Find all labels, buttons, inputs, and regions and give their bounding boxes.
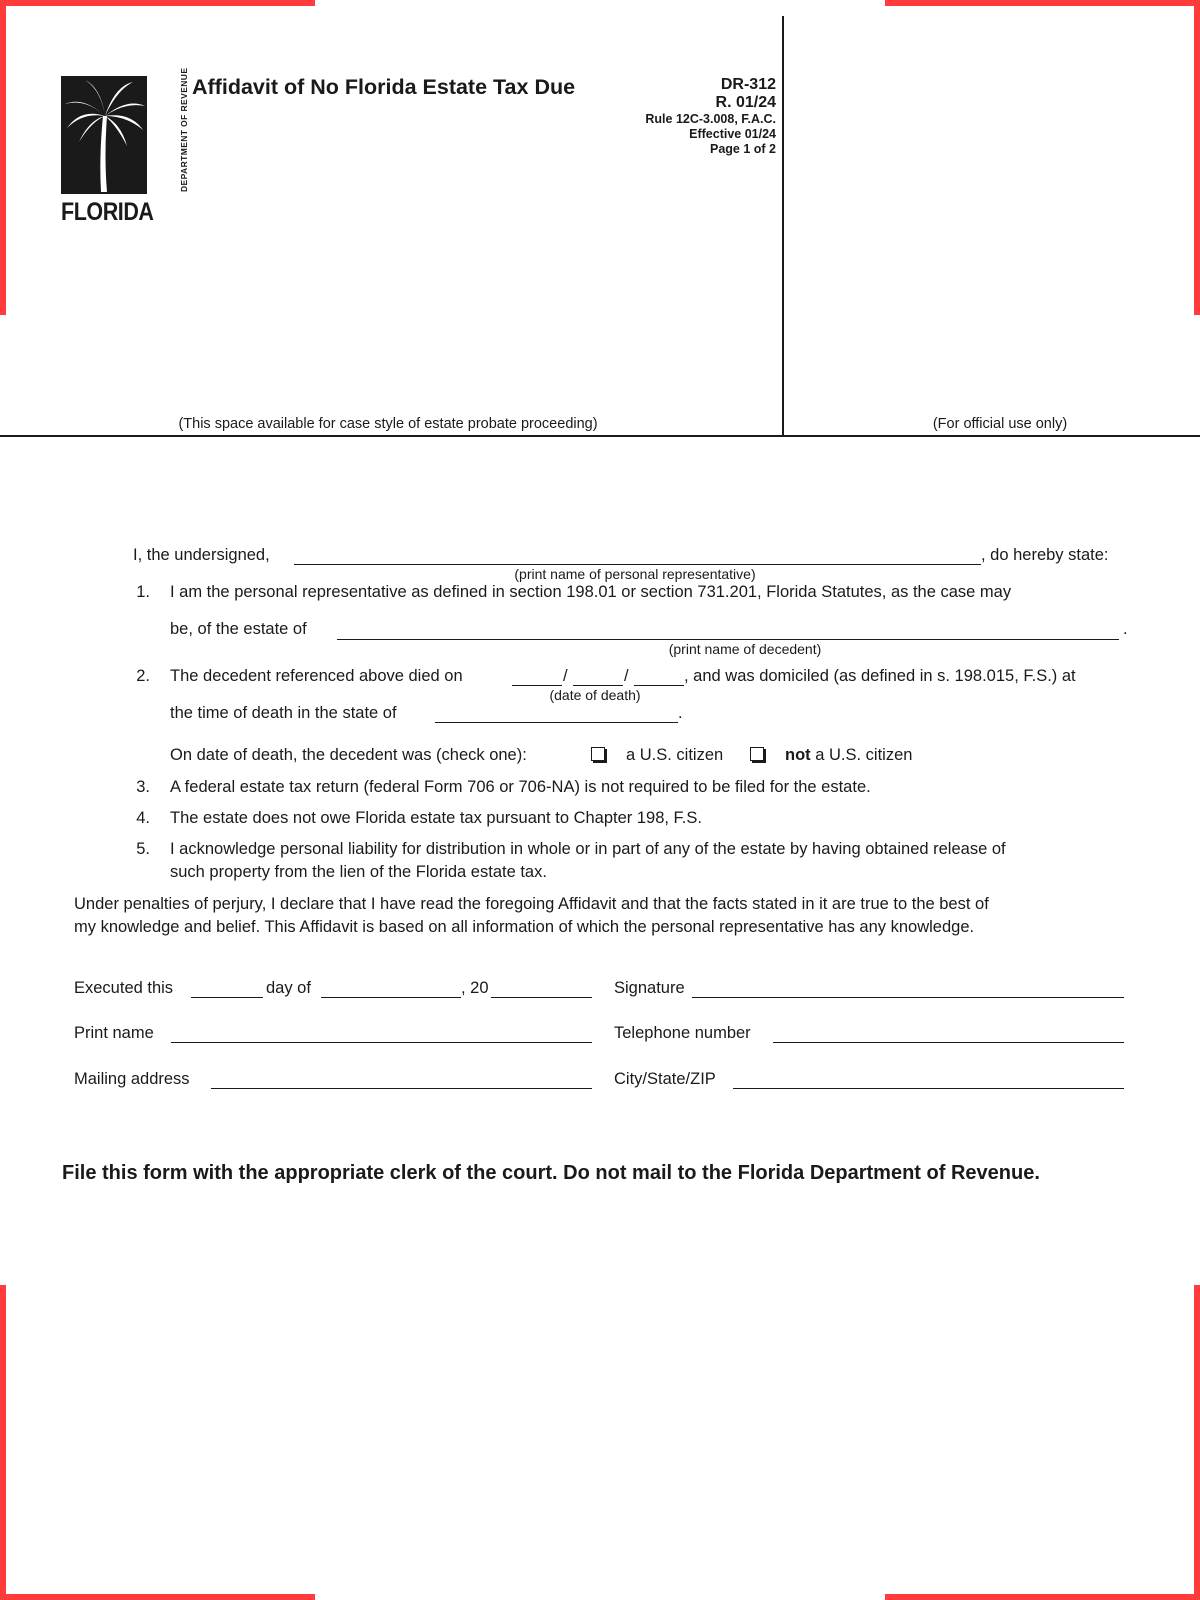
corner-mark-bottom-right-v: [1194, 1285, 1200, 1600]
form-rule: Rule 12C-3.008, F.A.C.: [645, 112, 776, 126]
perjury-statement-line1: Under penalties of perjury, I declare that I have read the foregoing Affidavit and that the facts stated in it are true to the best of: [74, 895, 989, 913]
print-name-label: Print name: [74, 1024, 154, 1042]
personal-representative-caption: (print name of personal representative): [514, 566, 756, 582]
corner-mark-bottom-left-h: [0, 1594, 315, 1600]
executed-month-field[interactable]: [321, 997, 461, 998]
case-style-area[interactable]: (This space available for case style of estate probate proceeding): [178, 416, 598, 432]
death-date-year-field[interactable]: [634, 685, 684, 686]
not-us-citizen-text: a U.S. citizen: [815, 746, 913, 764]
intro-end: , do hereby state:: [981, 546, 1109, 564]
us-citizen-checkbox[interactable]: [591, 747, 605, 761]
item-4-text: The estate does not owe Florida estate tax pursuant to Chapter 198, F.S.: [170, 809, 702, 827]
print-name-field[interactable]: [171, 1042, 592, 1043]
florida-dor-logo: [61, 67, 189, 228]
item-2-line1-start: The decedent referenced above died on: [170, 667, 463, 685]
corner-mark-top-right-v: [1194, 0, 1200, 315]
us-citizen-label: a U.S. citizen: [626, 746, 724, 764]
personal-representative-name-field[interactable]: [294, 564, 981, 565]
logo-side-text: DEPARTMENT OF REVENUE: [179, 67, 189, 192]
perjury-statement-line2: my knowledge and belief. This Affidavit is based on all information of which the personal representative has any knowledge.: [74, 918, 975, 936]
telephone-label: Telephone number: [614, 1024, 751, 1042]
death-date-month-field[interactable]: [512, 685, 562, 686]
mailing-address-label: Mailing address: [74, 1070, 190, 1088]
form-number: DR-312: [720, 76, 776, 93]
decedent-name-field[interactable]: [337, 639, 1119, 640]
item-1-number: 1.: [136, 583, 150, 601]
executed-day-field[interactable]: [191, 997, 263, 998]
intro-start: I, the undersigned,: [133, 546, 270, 564]
official-use-area: (For official use only): [932, 416, 1068, 432]
corner-mark-bottom-right-h: [885, 1594, 1200, 1600]
signature-label: Signature: [614, 979, 685, 997]
date-of-death-caption: (date of death): [549, 687, 641, 703]
header-divider-horizontal: [0, 435, 1200, 437]
item-1-line2: be, of the estate of: [170, 620, 307, 638]
year-prefix-label: , 20: [461, 979, 489, 997]
item-2-line2: the time of death in the state of: [170, 704, 397, 722]
item-2-line1-end: , and was domiciled (as defined in s. 198.015, F.S.) at: [684, 667, 1076, 685]
form-title: Affidavit of No Florida Estate Tax Due: [192, 75, 576, 99]
corner-mark-top-right-h: [885, 0, 1200, 6]
executed-year-field[interactable]: [491, 997, 592, 998]
item-5-line1: I acknowledge personal liability for distribution in whole or in part of any of the estate by having obtained release of: [170, 840, 1006, 858]
filing-instruction: File this form with the appropriate clerk of the court. Do not mail to the Florida Department of Revenue.: [62, 1162, 1040, 1184]
corner-mark-top-left-v: [0, 0, 6, 315]
mailing-address-field[interactable]: [211, 1088, 592, 1089]
item-5-line2: such property from the lien of the Florida estate tax.: [170, 863, 547, 881]
item-3-number: 3.: [136, 778, 150, 796]
corner-mark-top-left-h: [0, 0, 315, 6]
palm-tree-icon: [61, 76, 147, 194]
item-3-text: A federal estate tax return (federal Form 706 or 706-NA) is not required to be filed for the estate.: [170, 778, 871, 796]
item-4-number: 4.: [136, 809, 150, 827]
header-divider-vertical: [782, 16, 784, 437]
form-effective-date: Effective 01/24: [689, 127, 776, 141]
signature-field[interactable]: [692, 997, 1124, 998]
city-state-zip-field[interactable]: [733, 1088, 1124, 1089]
citizenship-prompt: On date of death, the decedent was (check one):: [170, 746, 527, 764]
form-page-number: Page 1 of 2: [710, 142, 776, 156]
logo-state-text: FLORIDA: [61, 198, 154, 226]
city-state-zip-label: City/State/ZIP: [614, 1070, 716, 1088]
death-date-day-field[interactable]: [573, 685, 623, 686]
telephone-field[interactable]: [773, 1042, 1124, 1043]
date-separator-2: /: [624, 667, 629, 685]
corner-mark-bottom-left-v: [0, 1285, 6, 1600]
item-5-number: 5.: [136, 840, 150, 858]
item-1-line1: I am the personal representative as defined in section 198.01 or section 731.201, Florida Statutes, as the case may: [170, 583, 1012, 601]
form-revision: R. 01/24: [715, 94, 776, 111]
item-2-line2-end: .: [678, 704, 683, 722]
item-1-line2-end: .: [1123, 620, 1128, 638]
domicile-state-field[interactable]: [435, 722, 678, 723]
decedent-name-caption: (print name of decedent): [668, 641, 822, 657]
not-us-citizen-checkbox[interactable]: [750, 747, 764, 761]
date-separator-1: /: [563, 667, 568, 685]
form-id-block: [560, 76, 776, 157]
executed-this-label: Executed this: [74, 979, 174, 997]
day-of-label: day of: [266, 979, 311, 997]
item-2-number: 2.: [136, 667, 150, 685]
not-emphasis: not: [785, 746, 811, 764]
not-us-citizen-label: [785, 745, 912, 765]
